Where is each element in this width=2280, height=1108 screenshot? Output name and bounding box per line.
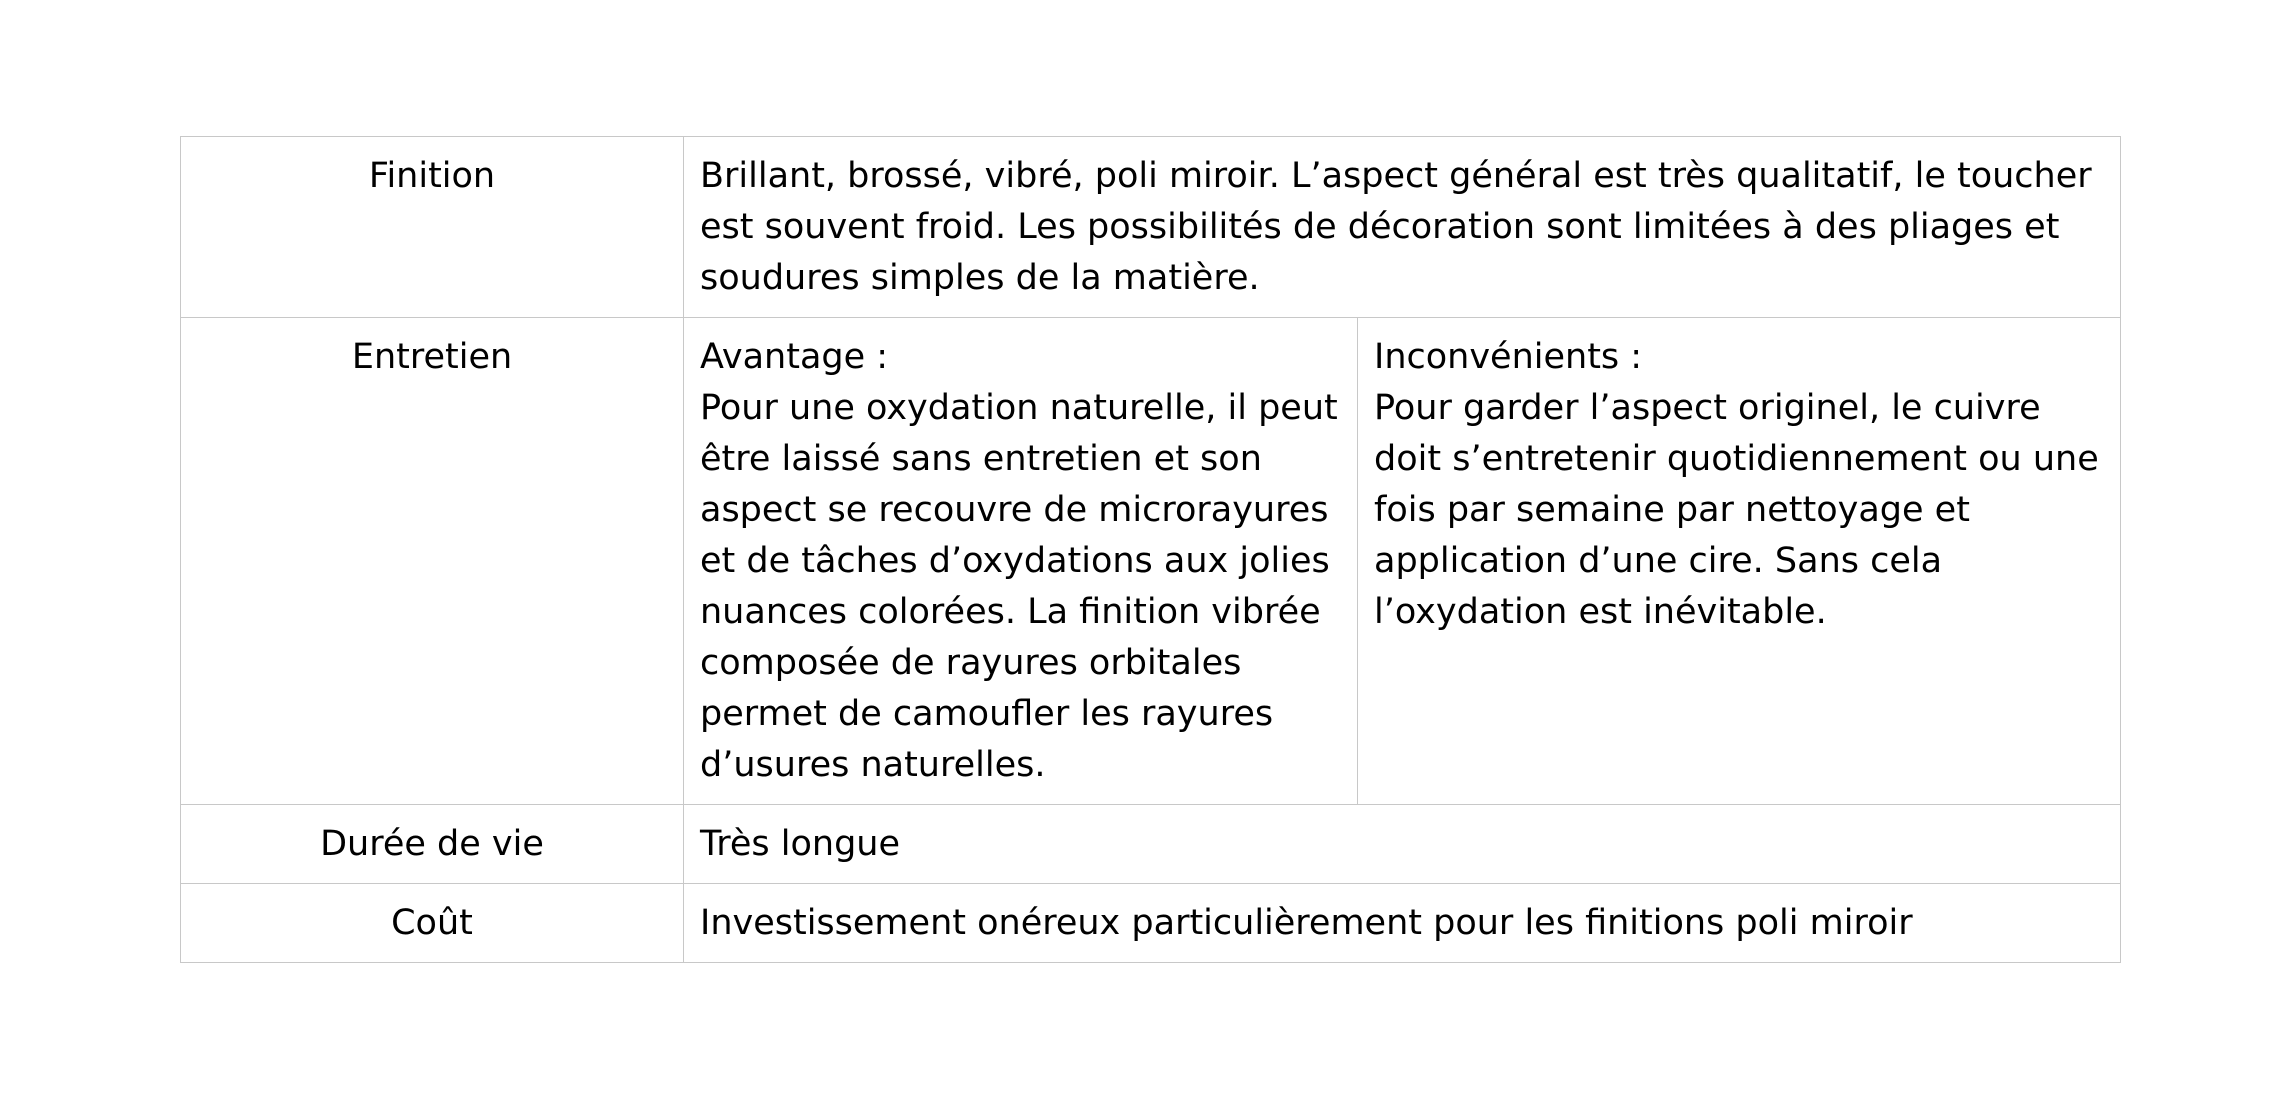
avantage-text: Pour une oxydation naturelle, il peut être laissé sans entretien et son aspect se recouvre de microrayures et de tâches d’oxydations aux jolies nuances colorées. La finition vibrée composée de rayures orbitales permet de camoufler les rayures d’usures naturelles. [700, 388, 1338, 785]
entretien-avantage-cell [684, 318, 1358, 805]
cout-value: Investissement onéreux particulièrement pour les finitions poli miroir [684, 884, 2121, 963]
table-row-finition [181, 137, 2121, 318]
row-label-finition: Finition [181, 137, 684, 318]
avantage-title: Avantage : [700, 337, 889, 377]
table-row-entretien [181, 318, 2121, 805]
duree-value: Très longue [684, 805, 2121, 884]
table-row-duree [181, 805, 2121, 884]
entretien-inconvenients-cell [1358, 318, 2121, 805]
table-row-cout [181, 884, 2121, 963]
inconvenients-title: Inconvénients : [1374, 337, 1643, 377]
inconvenients-text: Pour garder l’aspect originel, le cuivre doit s’entretenir quotidiennement ou une fois par semaine par nettoyage et application d’une cire. Sans cela l’oxydation est inévitable. [1374, 388, 2099, 632]
material-properties-table [180, 136, 2121, 963]
row-label-duree: Durée de vie [181, 805, 684, 884]
finition-description: Brillant, brossé, vibré, poli miroir. L’aspect général est très qualitatif, le toucher est souvent froid. Les possibilités de décoration sont limitées à des pliages et soudures simples de la matière. [684, 137, 2121, 318]
row-label-entretien: Entretien [181, 318, 684, 805]
row-label-cout: Coût [181, 884, 684, 963]
